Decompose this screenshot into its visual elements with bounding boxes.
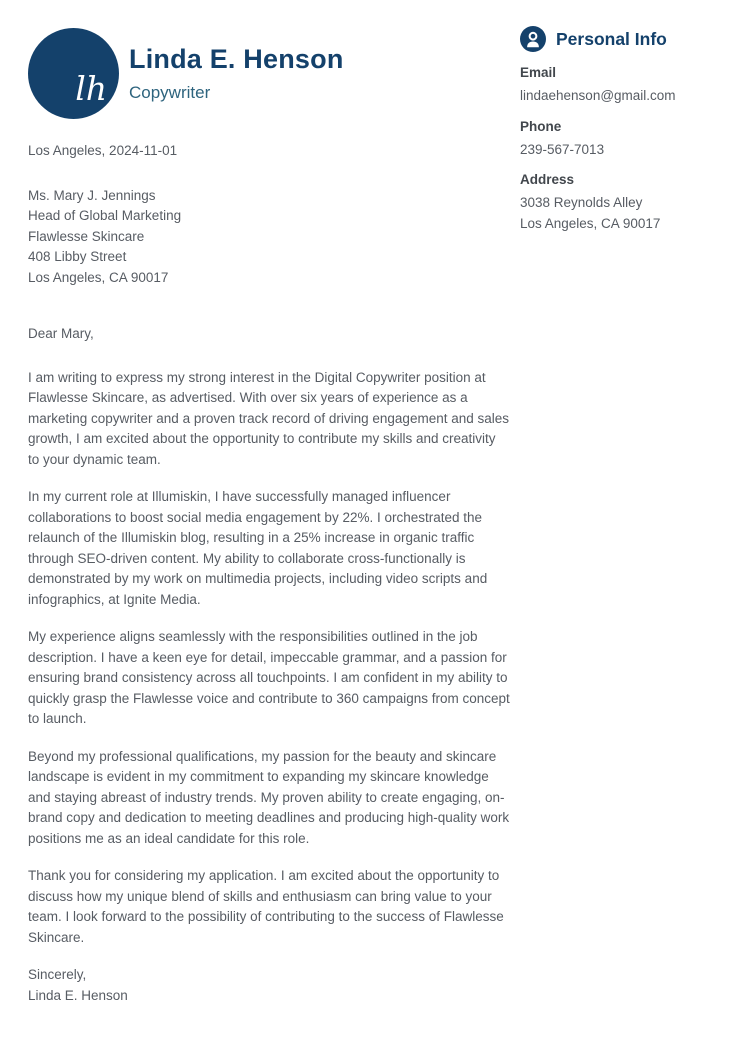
letter-column — [28, 28, 510, 1006]
contact-field-phone — [520, 119, 732, 161]
recipient-block — [28, 186, 510, 289]
letter-paragraph: In my current role at Illumiskin, I have successfully managed influencer collaborations to boost social media engagement by 22%. I orchestrated the relaunch of the Illumiskin blog, resulting in a 25% increase in organic traffic through SEO-driven content. My ability to collaborate cross-functionally is demonstrated by my work on multimedia projects, including video scripts and infographics, at Ignite Media. — [28, 489, 488, 607]
closing: Sincerely, — [28, 967, 87, 982]
job-title: Copywriter — [129, 83, 211, 102]
avatar-initials: lh — [75, 69, 107, 108]
recipient-line: Head of Global Marketing — [28, 208, 182, 223]
personal-info-header — [520, 26, 732, 52]
letter-paragraph: I am writing to express my strong interest in the Digital Copywriter position at Flawlesse Skincare, as advertised. With over six years of experience as a marketing copywriter and a proven track record of driving engagement and sales growth, I am excited about the opportunity to contribute my skills and creativity to your dynamic team. — [28, 369, 510, 467]
field-value: 3038 Reynolds Alley — [520, 195, 643, 210]
personal-info-sidebar — [520, 26, 732, 246]
letter-paragraph: My experience aligns seamlessly with the responsibilities outlined in the job description. I have a keen eye for detail, impeccable grammar, and a passion for ensuring brand consistency across all touchpoints. I am confident in my ability to quickly grasp the Flawlesse voice and contribute to 360 campaigns from concept to launch. — [28, 629, 510, 726]
letter-paragraph: Beyond my professional qualifications, my passion for the beauty and skincare landscape is evident in my commitment to expanding my skincare knowledge and staying abreast of industry trends. My proven ability to create engaging, on-brand copy and dedication to meeting deadlines and producing high-quality work positions me as an ideal candidate for this role. — [28, 748, 510, 846]
letter-header — [28, 28, 510, 119]
recipient-line: Flawlesse Skincare — [28, 228, 145, 244]
field-label: Phone — [520, 118, 562, 134]
personal-info-heading: Personal Info — [556, 28, 667, 49]
field-label: Address — [520, 172, 575, 187]
recipient-line: Ms. Mary J. Jennings — [28, 187, 156, 203]
field-value: lindaehenson@gmail.com — [520, 88, 676, 103]
date-line: Los Angeles, 2024-11-01 — [28, 143, 178, 158]
salutation: Dear Mary, — [28, 326, 94, 341]
field-value: 239-567-7013 — [520, 141, 605, 157]
contact-field-email — [520, 65, 732, 107]
contact-field-address — [520, 172, 732, 234]
recipient-line: Los Angeles, CA 90017 — [28, 269, 169, 285]
letter-paragraph: Thank you for considering my application. I am excited about the opportunity to discuss how my unique blend of skills and enthusiasm can bring value to your team. I look forward to the possibility of contributing to the success of Flawlesse Skincare. — [28, 868, 504, 945]
field-label: Email — [520, 65, 557, 80]
field-value: Los Angeles, CA 90017 — [520, 215, 661, 231]
recipient-line: 408 Libby Street — [28, 249, 127, 264]
signature: Linda E. Henson — [28, 987, 128, 1003]
avatar — [28, 28, 119, 119]
identity-block — [129, 44, 344, 103]
person-circle-icon — [520, 26, 546, 52]
person-name: Linda E. Henson — [129, 44, 344, 74]
